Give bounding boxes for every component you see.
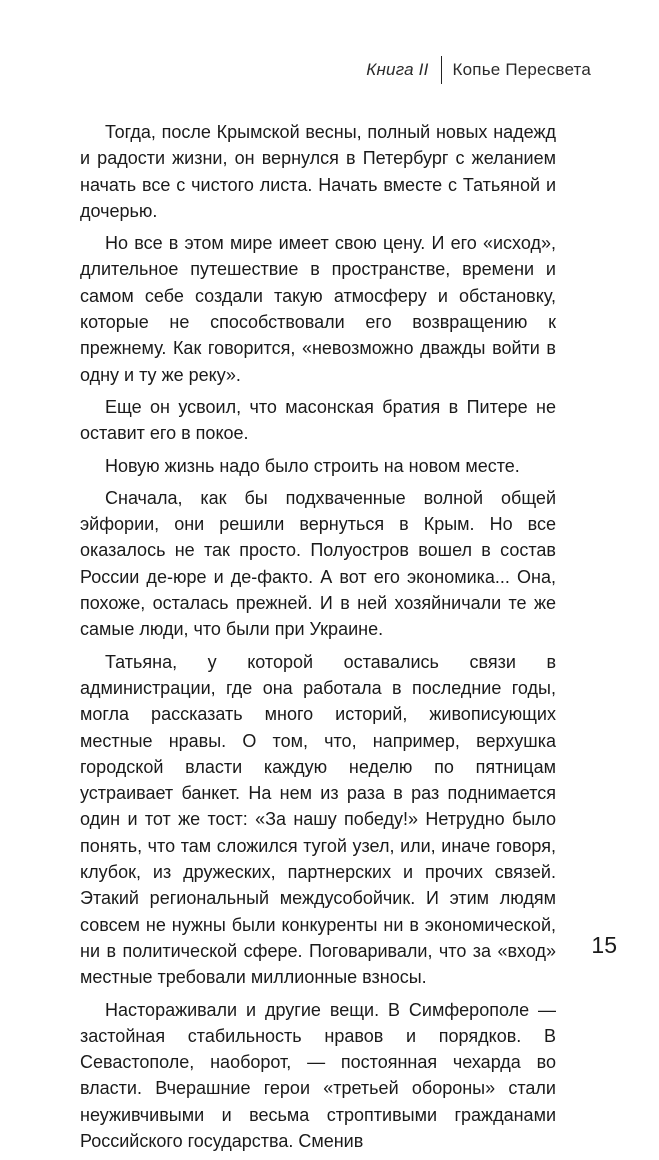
paragraph: Но все в этом мире имеет свою цену. И его «исход», длительное путешествие в пространстве, времени и самом себе создали такую атмосферу и обстановку, которые не способствовали его возвращению к прежнему. Как говорится, «невозможно дважды войти в одну и ту же реку».: [80, 233, 556, 385]
paragraph: Татьяна, у которой оставались связи в администрации, где она работала в последние годы, могла рассказать много историй, живописующих местные нравы. О том, что, например, верхушка городской власти каждую неделю по пятницам устраивает банкет. На нем из раза в раз поднимается один и тот же тост: «За нашу победу!» Нетрудно было понять, что там сложился тугой узел, или, иначе говоря, клубок, из дружеских, партнерских и прочих связей. Этакий региональный междусобойчик. И этим людям совсем не нужны были конкуренты ни в экономической, ни в политической сфере. Поговаривали, что за «вход» местные требовали миллионные взносы.: [80, 651, 556, 988]
body-text: [80, 119, 556, 1160]
paragraph: Еще он усвоил, что масонская братия в Питере не оставит его в покое.: [80, 396, 556, 444]
book-label: Книга II: [366, 60, 429, 79]
chapter-title: Копье Пересвета: [452, 60, 591, 79]
header-divider: [441, 56, 442, 84]
running-header: [366, 56, 591, 84]
paragraph: Новую жизнь надо было строить на новом месте.: [105, 455, 520, 476]
paragraph: Настораживали и другие вещи. В Симферополе — застойная стабильность нравов и порядков. В Севастополе, наоборот, — постоянная чехарда во власти. Вчерашние герои «третьей обороны» стали неуживчивыми и весьма строптивыми гражданами Российского государства. Сменив: [80, 999, 556, 1151]
page-number: 15: [591, 932, 617, 958]
paragraph: Сначала, как бы подхваченные волной общей эйфории, они решили вернуться в Крым. Но все оказалось не так просто. Полуостров вошел в состав России де-юре и де-факто. А вот его экономика... Она, похоже, осталась прежней. И в ней хозяйничали те же самые люди, что были при Украине.: [80, 487, 556, 640]
paragraph: Тогда, после Крымской весны, полный новых надежд и радости жизни, он вернулся в Петербург с желанием начать все с чистого листа. Начать вместе с Татьяной и дочерью.: [80, 122, 556, 221]
